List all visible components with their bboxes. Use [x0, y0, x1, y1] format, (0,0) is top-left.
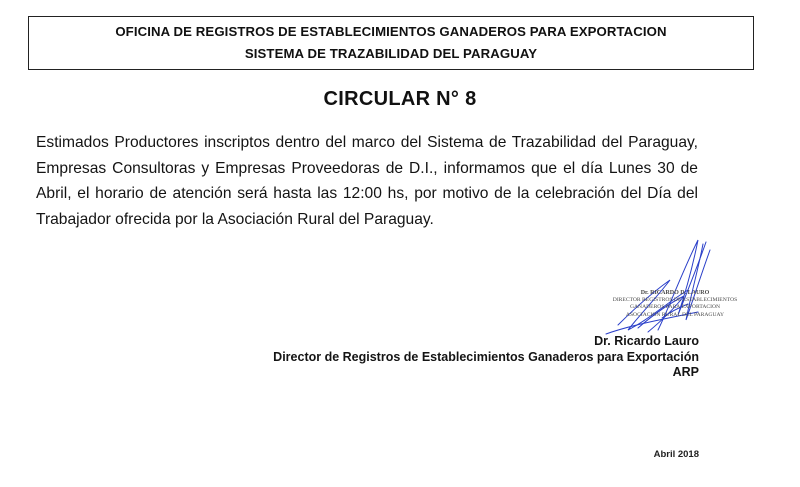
- stamp-name: Dr. RICARDO D. LAURO: [640, 290, 710, 296]
- stamp-line-1: DIRECTOR REGISTROS DE ESTABLECIMIENTOS: [612, 297, 738, 304]
- signer-position: Director de Registros de Establecimientos Ganaderos para Exportación: [273, 349, 699, 364]
- stamp-line-2: GANADEROS PARA EXPORTACION: [629, 304, 721, 311]
- header-box: [28, 16, 754, 70]
- handwritten-signature: [598, 230, 728, 340]
- circular-body: Estimados Productores inscriptos dentro del marco del Sistema de Trazabilidad del Paraguay, Empresas Consultoras y Empresas Proveedoras de D.I., informamos que el día Lunes 30 de Abril, el horario de atención será hasta las 12:00 hs, por motivo de la celebración del Día del Trabajador ofrecida por la Asociación Rural del Paraguay.: [36, 134, 698, 228]
- official-stamp: [612, 290, 738, 319]
- signer-block: [273, 334, 699, 381]
- office-name: OFICINA DE REGISTROS DE ESTABLECIMIENTOS GANADEROS PARA EXPORTACION: [115, 24, 667, 39]
- signer-organization: ARP: [672, 365, 699, 379]
- circular-title: CIRCULAR N° 8: [323, 88, 477, 110]
- document-date: Abril 2018: [653, 449, 699, 460]
- stamp-line-3: ASOCIACION RURAL DEL PARAGUAY: [625, 311, 725, 318]
- system-name: SISTEMA DE TRAZABILIDAD DEL PARAGUAY: [244, 46, 538, 61]
- signer-name: Dr. Ricardo Lauro: [594, 334, 699, 348]
